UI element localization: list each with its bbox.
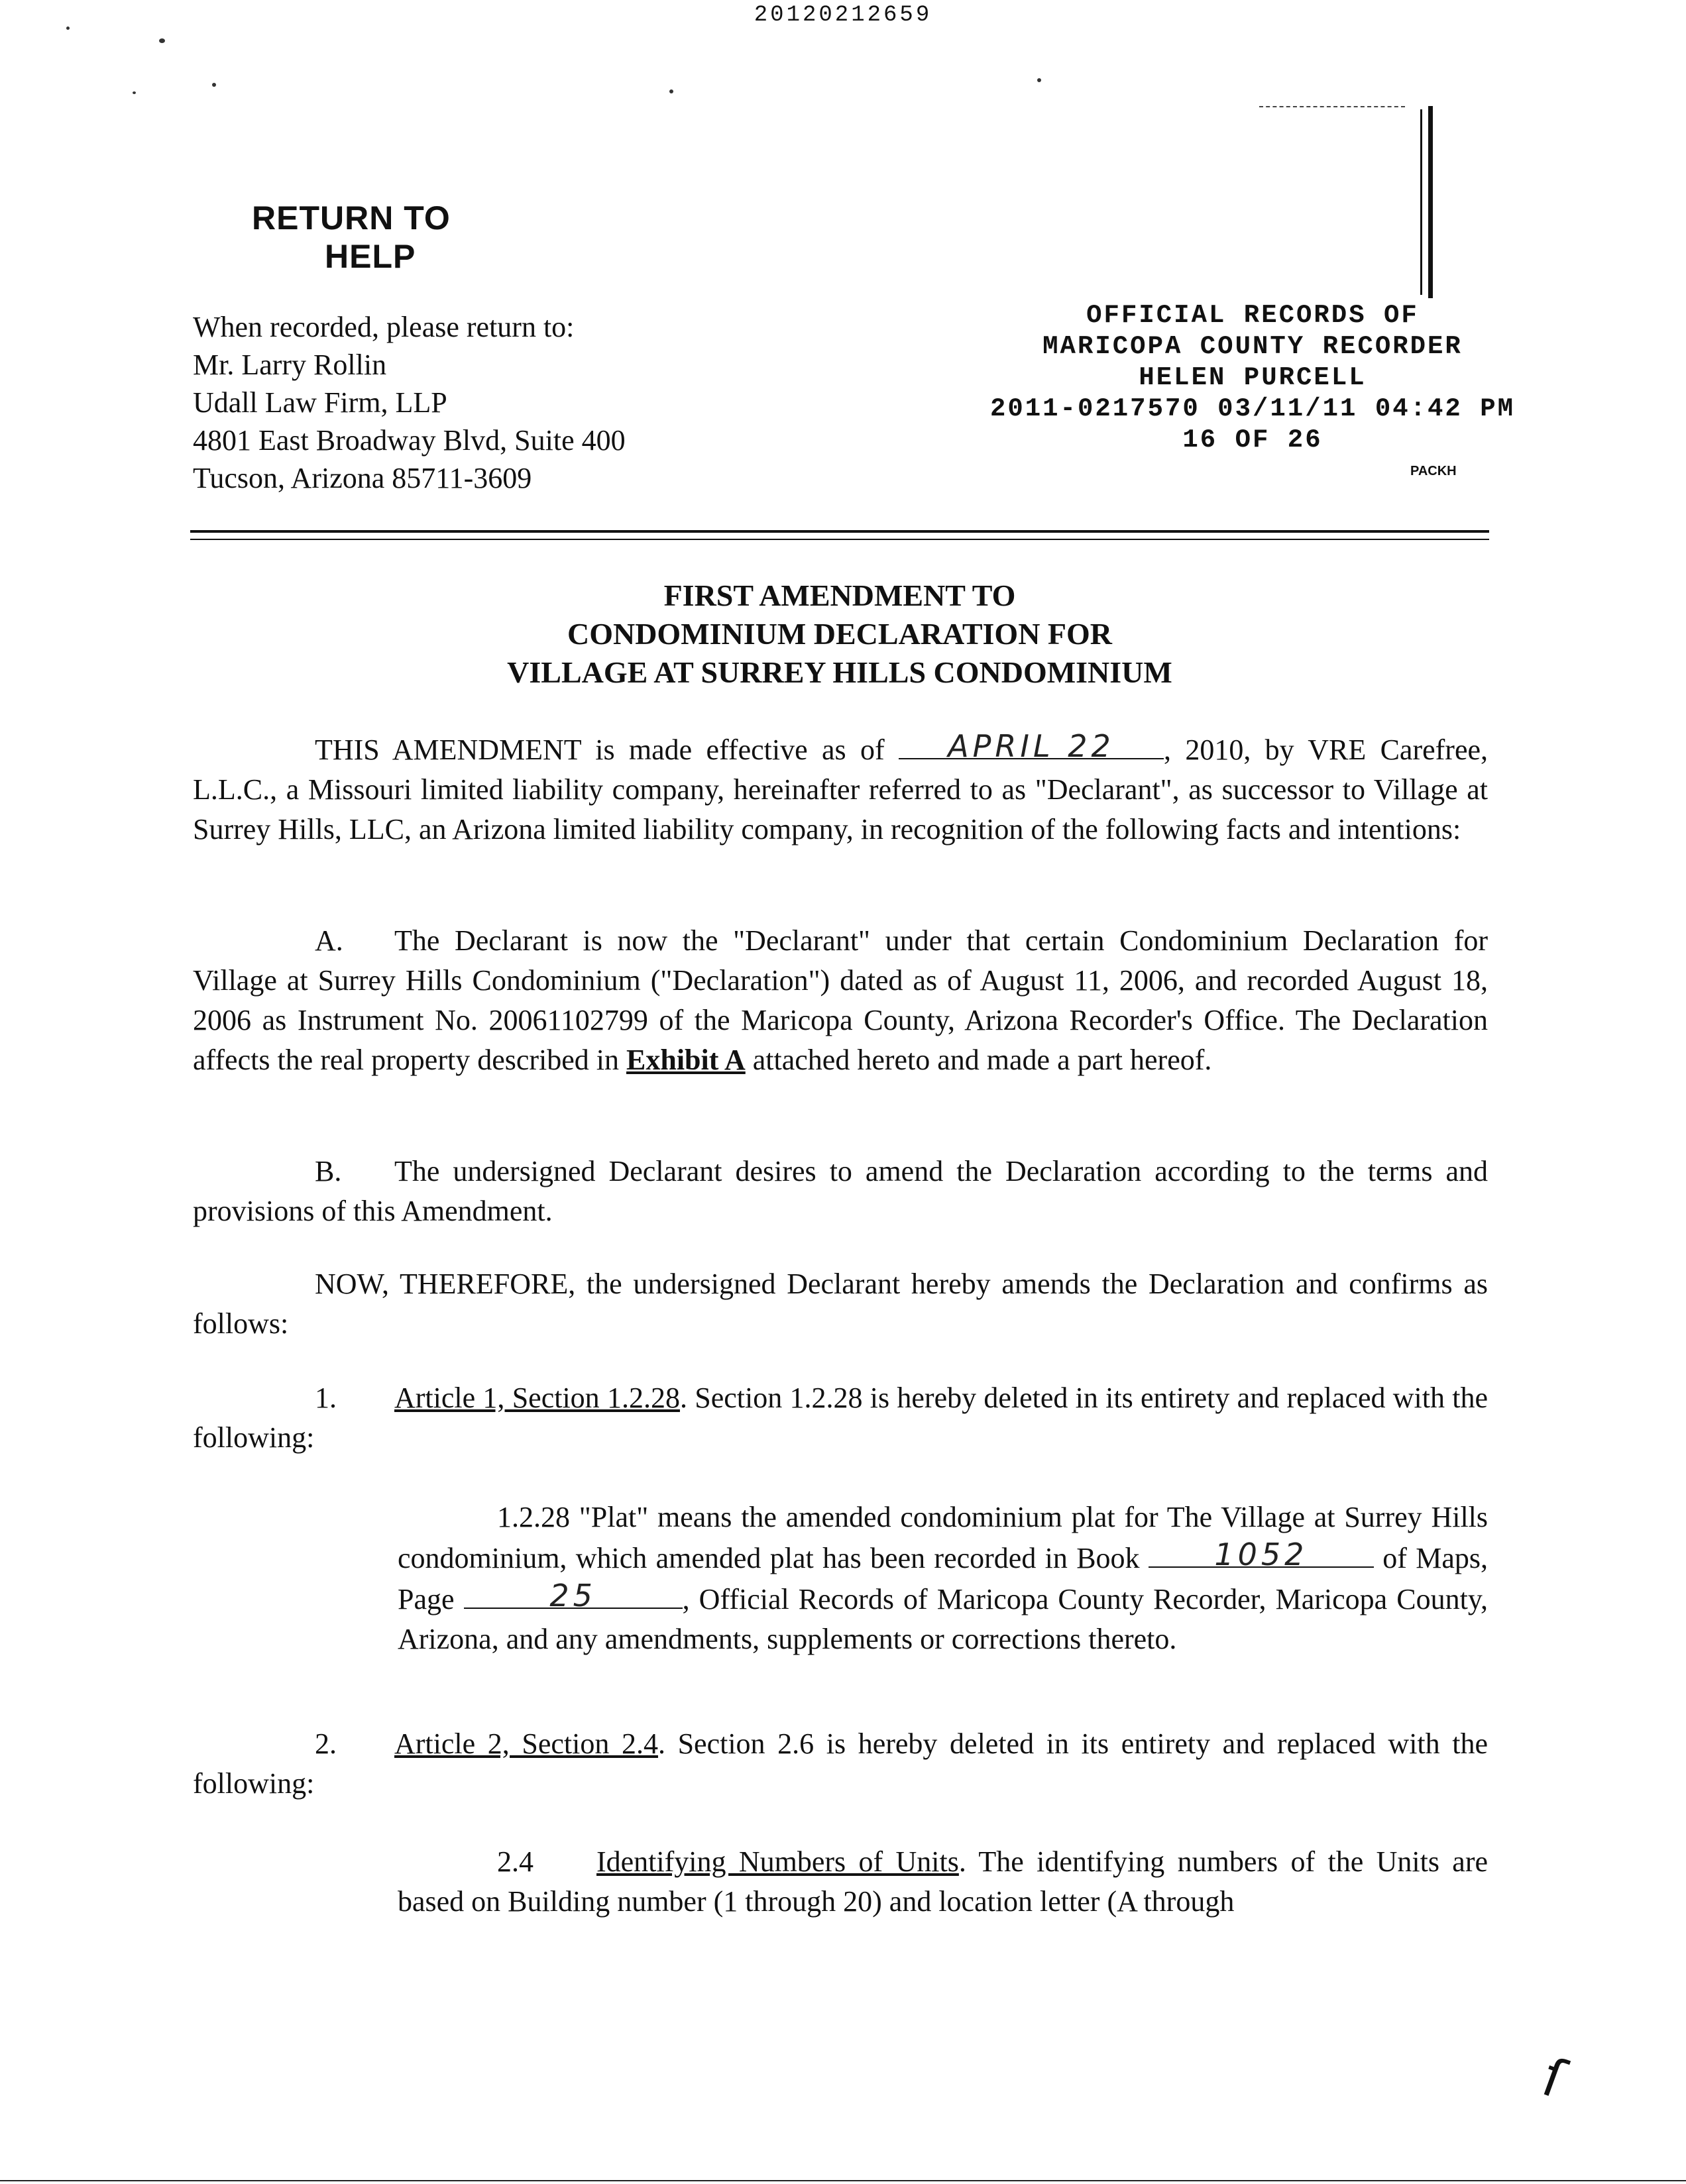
plat-definition-lead: 1.2.28 "Plat" [497,1501,649,1533]
item-2-label: 2. [315,1727,337,1760]
stamp-dashed-line [1259,106,1405,107]
scan-speck [133,91,136,94]
page-number-handwritten: 25 [549,1578,596,1613]
item-1-text: . Section 1.2.28 is hereby deleted in its entirety and replaced with the following: [193,1382,1489,1454]
intro-paragraph [193,729,1488,849]
plat-definition-part-3: , Official Records of Maricopa County Recorder, Maricopa County, Arizona, and any amendments, supplements or corrections thereto. [398,1583,1488,1655]
header-rule-thin [190,539,1489,540]
item-1-definition [398,1498,1488,1659]
intro-after: , 2010, by VRE Carefree, L.L.C., a Missouri limited liability company, hereinafter referred to as "Declarant", as successor to Village at Surrey Hills, LLC, an Arizona limited liability company, in recognition of the following facts and intentions: [193,734,1488,846]
item-1 [193,1378,1488,1458]
stamp-line-1: OFFICIAL RECORDS OF [1086,301,1419,330]
return-name: Mr. Larry Rollin [193,349,387,381]
now-therefore-paragraph [193,1264,1488,1344]
book-number-handwritten: 1052 [1214,1537,1308,1572]
return-street: 4801 East Broadway Blvd, Suite 400 [193,424,626,457]
effective-date-handwritten: APRIL 22 [948,728,1115,764]
scan-speck [669,89,673,93]
stamp-line-2: MARICOPA COUNTY RECORDER [1042,332,1463,361]
exhibit-a-reference: Exhibit A [626,1044,746,1076]
scan-speck [212,83,216,87]
recital-b-text: The undersigned Declarant desires to amend the Declaration according to the terms and provisions of this Amendment. [193,1155,1488,1227]
title-line-2: CONDOMINIUM DECLARATION FOR [567,617,1113,651]
item-2-text: . Section 2.6 is hereby deleted in its entirety and replaced with the following: [193,1727,1489,1800]
return-firm: Udall Law Firm, LLP [193,386,447,419]
return-city: Tucson, Arizona 85711-3609 [193,462,532,494]
recital-b-label: B. [315,1155,342,1187]
page-bottom-edge [0,2180,1686,2181]
stamp-code: PACKH [1410,464,1457,478]
effective-date-blank [899,728,1164,764]
stamp-line-3: HELEN PURCELL [1139,363,1367,392]
help-label: HELP [325,238,416,275]
now-therefore-text: NOW, THEREFORE, the undersigned Declarant hereby amends the Declaration and confirms as follows: [193,1268,1488,1340]
plat-definition-part-2: of Maps, Page [398,1542,1489,1615]
subsection-number: 2.4 [497,1845,534,1878]
handwritten-corner-mark: ſ [1534,2046,1573,2111]
intro-before: THIS AMENDMENT is made effective as of [315,734,885,766]
scan-speck [1037,78,1041,82]
recital-a-text-end: attached hereto and made a part hereof. [752,1044,1212,1076]
stamp-bar-thick [1428,106,1433,298]
stamp-line-5: 16 OF 26 [1182,425,1323,455]
stamp-bar-thin [1420,109,1422,295]
stamp-line-4: 2011-0217570 03/11/11 04:42 PM [989,394,1516,423]
item-1-heading: Article 1, Section 1.2.28 [394,1382,680,1414]
return-address-block [193,308,626,497]
scan-speck [159,38,165,43]
recital-a-text: The Declarant is now the "Declarant" under that certain Condominium Declaration for Village at Surrey Hills Condominium ("Declaration") dated as of August 11, 2006, and recorded August 18, 2006 as Instrument No. 20061102799 of the Maricopa County, Arizona Recorder's Office. The Declaration affects the real property described in [193,924,1488,1076]
document-number: 20120212659 [754,3,932,28]
book-blank [1149,1537,1374,1572]
recorder-stamp [968,300,1538,456]
recital-a-label: A. [315,924,343,957]
title-line-3: VILLAGE AT SURREY HILLS CONDOMINIUM [507,655,1172,689]
page-blank [464,1578,683,1613]
return-to-help-stamp [252,199,451,276]
header-rule-thick [190,530,1489,533]
return-instruction: When recorded, please return to: [193,311,575,343]
plat-definition-part-1: means the amended condominium plat for The Village at Surrey Hills condominium, which amended plat has been recorded in Book [398,1501,1489,1574]
return-to-label: RETURN TO [252,199,451,237]
title-line-1: FIRST AMENDMENT TO [663,578,1016,612]
recital-a [193,921,1488,1080]
document-title [190,576,1489,692]
item-2 [193,1724,1488,1804]
item-2-heading: Article 2, Section 2.4 [394,1727,658,1760]
item-1-label: 1. [315,1382,337,1414]
subsection-heading: Identifying Numbers of Units [596,1845,959,1878]
item-2-subsection [398,1842,1488,1922]
recital-b [193,1152,1488,1231]
subsection-text: . The identifying numbers of the Units are based on Building number (1 through 20) and location letter (A through [398,1845,1489,1918]
